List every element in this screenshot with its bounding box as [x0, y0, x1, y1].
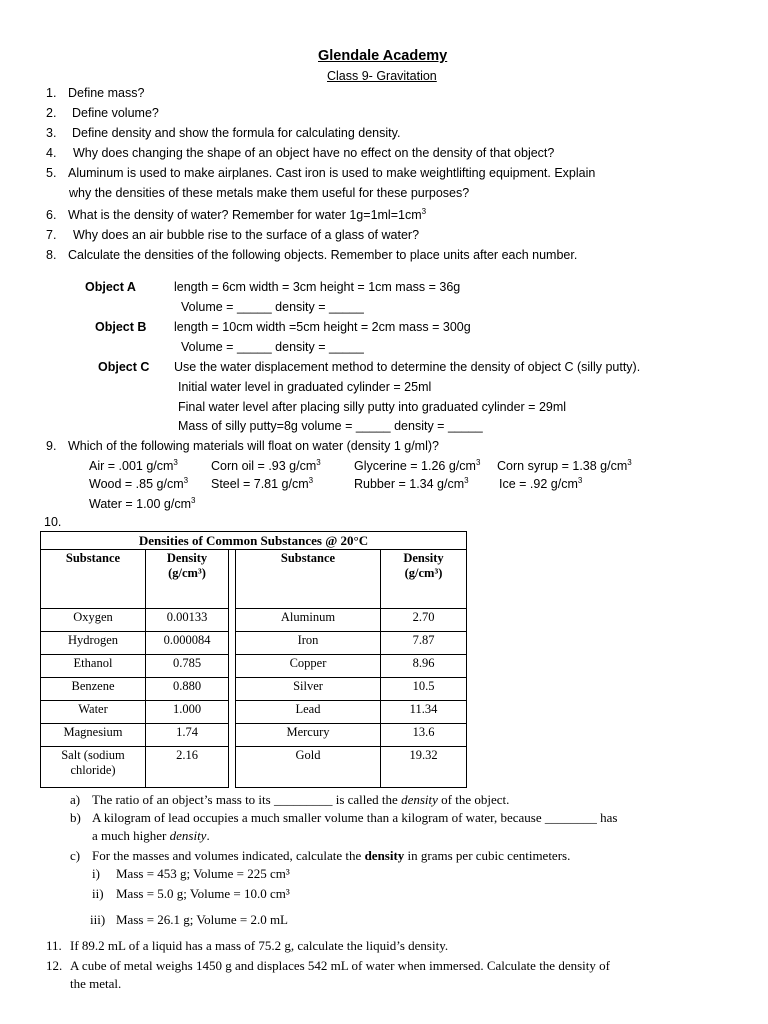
- table-cell: 0.000084: [146, 632, 229, 655]
- question-10-number: 10.: [44, 515, 62, 529]
- table-cell: Gold: [236, 747, 381, 788]
- table-cell: Salt (sodium chloride): [41, 747, 146, 788]
- question-5-continued: why the densities of these metals make them useful for these purposes?: [69, 186, 470, 200]
- material-wood: Wood = .85 $g/cm^3$: [89, 476, 189, 491]
- question-6: 6. What is the density of water? Remember for water $1g=1ml=1cm^3$: [46, 207, 427, 222]
- material-ice: Ice = .92 $g/cm^3$: [499, 476, 583, 491]
- table-row: [41, 724, 467, 747]
- subquestion-c-iii: iii) Mass = 26.1 g; Volume = 2.0 mL: [90, 912, 288, 927]
- question-4: 4. Why does changing the shape of an object have no effect on the density of that object?: [46, 146, 555, 160]
- object-c-label: Object C: [98, 360, 150, 374]
- question-8: 8. Calculate the densities of the following objects. Remember to place units after each number.: [46, 248, 578, 262]
- object-a-dimensions: length = 6cm width = 3cm height = 1cm mass = 36g: [174, 280, 461, 294]
- table-divider: [229, 550, 236, 609]
- subquestion-b-continued: a much higher density.: [92, 828, 210, 843]
- subquestion-a: a) The ratio of an object’s mass to its _________ is called the density of the object.: [70, 792, 510, 807]
- question-1: 1. Define mass?: [46, 86, 145, 100]
- question-9: 9. Which of the following materials will float on water (density 1 g/ml)?: [46, 439, 439, 453]
- table-cell: 10.5: [381, 678, 467, 701]
- object-a-label: Object A: [85, 280, 136, 294]
- table-divider: [229, 678, 236, 701]
- table-row: [41, 678, 467, 701]
- object-b-answer: Volume = _____ density = _____: [181, 340, 364, 354]
- table-divider: [229, 747, 236, 788]
- table-cell: Silver: [236, 678, 381, 701]
- object-b-label: Object B: [95, 320, 147, 334]
- table-cell: 2.70: [381, 609, 467, 632]
- table-cell: 13.6: [381, 724, 467, 747]
- table-row: [41, 747, 467, 788]
- page-title: Glendale Academy: [318, 48, 448, 64]
- object-c-answer: Mass of silly putty=8g volume = _____ density = _____: [178, 419, 483, 433]
- question-2: 2. Define volume?: [46, 106, 159, 120]
- question-12-continued: the metal.: [70, 976, 122, 991]
- object-c-initial: Initial water level in graduated cylinder = 25ml: [178, 380, 432, 394]
- table-cell: 1.74: [146, 724, 229, 747]
- table-cell: Copper: [236, 655, 381, 678]
- material-rubber: Rubber = 1.34 $g/cm^3$: [354, 476, 469, 491]
- table-cell: 2.16: [146, 747, 229, 788]
- table-header-density: Density (g/cm³): [146, 550, 229, 609]
- table-cell: Ethanol: [41, 655, 146, 678]
- table-cell: Mercury: [236, 724, 381, 747]
- table-cell: Iron: [236, 632, 381, 655]
- object-b-dimensions: length = 10cm width =5cm height = 2cm mass = 300g: [174, 320, 471, 334]
- object-c-method: Use the water displacement method to determine the density of object C (silly putty).: [174, 360, 641, 374]
- table-cell: 7.87: [381, 632, 467, 655]
- question-7: 7. Why does an air bubble rise to the surface of a glass of water?: [46, 228, 420, 242]
- subquestion-c-i: i) Mass = 453 g; Volume = 225 cm³: [92, 866, 290, 881]
- table-cell: Magnesium: [41, 724, 146, 747]
- table-cell: 0.880: [146, 678, 229, 701]
- table-row: [41, 632, 467, 655]
- table-cell: 11.34: [381, 701, 467, 724]
- table-cell: Aluminum: [236, 609, 381, 632]
- question-11: 11. If 89.2 mL of a liquid has a mass of 75.2 g, calculate the liquid’s density.: [46, 938, 449, 953]
- table-divider: [229, 632, 236, 655]
- density-table: [40, 531, 467, 788]
- table-header-density: Density (g/cm³): [381, 550, 467, 609]
- table-row: [41, 701, 467, 724]
- question-5: 5. Aluminum is used to make airplanes. Cast iron is used to make weightlifting equipment. Explain: [46, 166, 596, 180]
- table-cell: Water: [41, 701, 146, 724]
- material-glycerine: Glycerine = 1.26 $g/cm^3$: [354, 458, 481, 473]
- table-row: [41, 655, 467, 678]
- table-cell: 0.785: [146, 655, 229, 678]
- table-divider: [229, 701, 236, 724]
- table-cell: 8.96: [381, 655, 467, 678]
- table-cell: Lead: [236, 701, 381, 724]
- question-12: 12. A cube of metal weighs 1450 g and displaces 542 mL of water when immersed. Calculate the density of: [46, 958, 610, 973]
- material-water: Water = 1.00 $g/cm^3$: [89, 496, 196, 511]
- table-cell: Hydrogen: [41, 632, 146, 655]
- material-corn-syrup: Corn syrup = 1.38 $g/cm^3$: [497, 458, 632, 473]
- table-divider: [229, 609, 236, 632]
- table-divider: [229, 724, 236, 747]
- subquestion-c: c) For the masses and volumes indicated, calculate the density in grams per cubic centimeters.: [70, 848, 571, 863]
- object-c-final: Final water level after placing silly putty into graduated cylinder = 29ml: [178, 400, 567, 414]
- table-divider: [229, 655, 236, 678]
- subquestion-c-ii: ii) Mass = 5.0 g; Volume = 10.0 cm³: [92, 886, 290, 901]
- table-caption: Densities of Common Substances @ 20°C: [41, 532, 467, 550]
- material-steel: Steel = 7.81 $g/cm^3$: [211, 476, 314, 491]
- page-subtitle: Class 9- Gravitation: [327, 69, 437, 83]
- table-cell: Benzene: [41, 678, 146, 701]
- object-a-answer: Volume = _____ density = _____: [181, 300, 364, 314]
- table-header-substance: Substance: [41, 550, 146, 609]
- table-cell: 19.32: [381, 747, 467, 788]
- subquestion-b: b) A kilogram of lead occupies a much smaller volume than a kilogram of water, because ________ has: [70, 810, 618, 825]
- table-cell: 1.000: [146, 701, 229, 724]
- table-cell: Oxygen: [41, 609, 146, 632]
- table-header-substance: Substance: [236, 550, 381, 609]
- table-cell: 0.00133: [146, 609, 229, 632]
- material-air: Air = .001 $g/cm^3$: [89, 458, 178, 473]
- material-corn-oil: Corn oil = .93 $g/cm^3$: [211, 458, 321, 473]
- table-row: [41, 609, 467, 632]
- question-3: 3. Define density and show the formula for calculating density.: [46, 126, 401, 140]
